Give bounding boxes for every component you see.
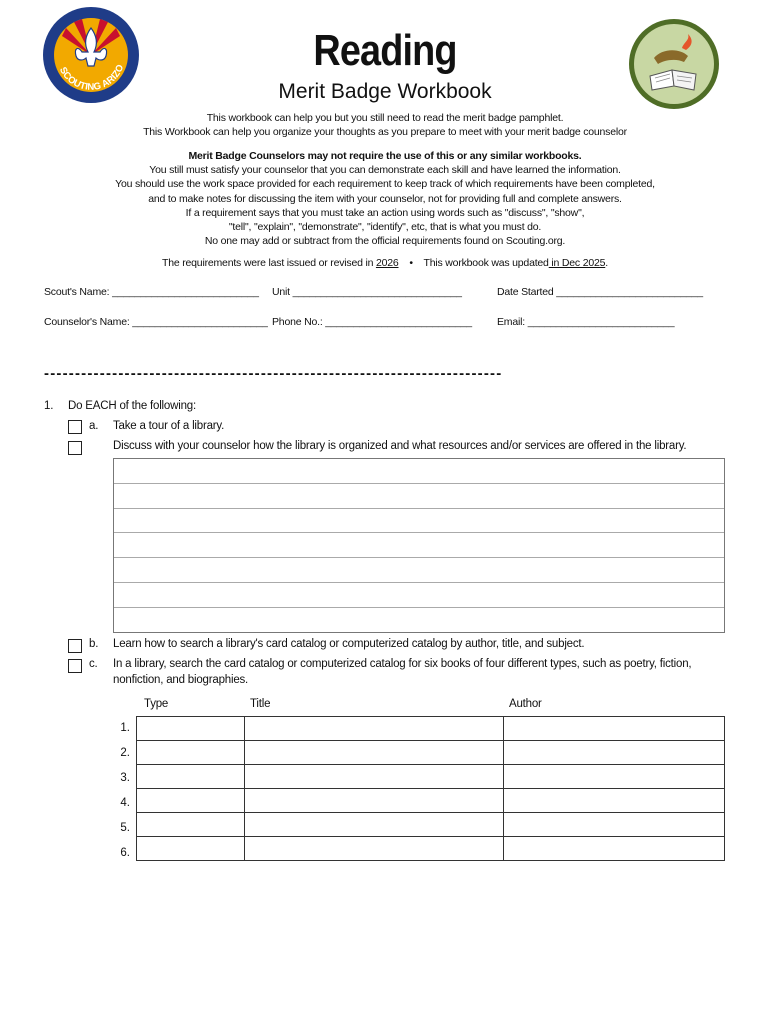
unit-label: Unit bbox=[272, 286, 290, 298]
table-row bbox=[137, 765, 725, 789]
checkbox-1a-discuss[interactable] bbox=[68, 441, 82, 455]
books-table bbox=[136, 716, 725, 861]
svg-text:SCOUTING ARIZONA: SCOUTING ARIZO bbox=[56, 63, 127, 93]
email-label: Email: bbox=[497, 316, 525, 328]
notes-line bbox=[114, 607, 724, 608]
column-header-title: Title bbox=[250, 698, 271, 710]
bullet: • bbox=[409, 257, 413, 269]
revision-info bbox=[0, 256, 770, 270]
issued-label: The requirements were last issued or revised in bbox=[162, 257, 374, 269]
row-number: 4. bbox=[120, 797, 130, 809]
author-cell[interactable] bbox=[504, 765, 725, 789]
row-number: 1. bbox=[120, 722, 130, 734]
phone-label: Phone No.: bbox=[272, 316, 323, 328]
notice-line: You still must satisfy your counselor that you can demonstrate each skill and have learned the information. bbox=[149, 164, 621, 177]
intro-line: This workbook can help you but you still need to read the merit badge pamphlet. bbox=[206, 112, 564, 124]
scout-name-field[interactable] bbox=[44, 286, 259, 298]
requirement-text: Take a tour of a library. bbox=[113, 420, 225, 432]
notice-line: You should use the work space provided for each requirement to keep track of which requirements have been completed, bbox=[115, 178, 655, 191]
checkbox-1a[interactable] bbox=[68, 420, 82, 434]
phone-blank[interactable]: __________________________ bbox=[325, 316, 472, 328]
requirement-text: Learn how to search a library's card catalog or computerized catalog by author, title, and subject. bbox=[113, 638, 585, 650]
intro-line: This Workbook can help you organize your thoughts as you prepare to meet with your merit badge counselor bbox=[143, 126, 627, 139]
requirement-letter: b. bbox=[89, 638, 99, 650]
updated-date: in Dec 2025 bbox=[548, 257, 606, 269]
title-cell[interactable] bbox=[245, 789, 504, 813]
title-cell[interactable] bbox=[245, 765, 504, 789]
page-subtitle: Merit Badge Workbook bbox=[278, 80, 492, 103]
requirement-text: Discuss with your counselor how the library is organized and what resources and/or services are offered in the library. bbox=[113, 440, 687, 452]
requirement-text: In a library, search the card catalog or computerized catalog for six books of four different types, such as poetry, fiction, bbox=[113, 658, 692, 670]
unit-field[interactable] bbox=[272, 286, 462, 298]
notes-line bbox=[114, 508, 724, 509]
scout-name-blank[interactable]: __________________________ bbox=[112, 286, 259, 298]
section-divider: -------------------------------------------------------------------------- bbox=[44, 365, 503, 382]
notes-line bbox=[114, 582, 724, 583]
date-started-label: Date Started bbox=[497, 286, 554, 298]
notice-line: and to make notes for discussing the item with your counselor, not for providing full and complete answers. bbox=[148, 192, 622, 205]
title-cell[interactable] bbox=[245, 717, 504, 741]
unit-blank[interactable]: ______________________________ bbox=[292, 286, 462, 298]
title-cell[interactable] bbox=[245, 741, 504, 765]
author-cell[interactable] bbox=[504, 789, 725, 813]
requirement-text: nonfiction, and biographies. bbox=[113, 674, 249, 686]
row-number: 3. bbox=[120, 772, 130, 784]
title-cell[interactable] bbox=[245, 813, 504, 837]
type-cell[interactable] bbox=[137, 789, 245, 813]
notes-box[interactable] bbox=[113, 458, 725, 633]
author-cell[interactable] bbox=[504, 741, 725, 765]
checkbox-1c[interactable] bbox=[68, 659, 82, 673]
type-cell[interactable] bbox=[137, 741, 245, 765]
requirement-letter: c. bbox=[89, 658, 98, 670]
row-number: 2. bbox=[120, 747, 130, 759]
column-header-author: Author bbox=[509, 698, 542, 710]
notes-line bbox=[114, 532, 724, 533]
type-cell[interactable] bbox=[137, 717, 245, 741]
title-cell[interactable] bbox=[245, 837, 504, 861]
notice-line: "tell", "explain", "demonstrate", "identify", etc, that is what you must do. bbox=[228, 221, 542, 234]
date-started-field[interactable] bbox=[497, 286, 703, 298]
notes-line bbox=[114, 483, 724, 484]
requirement-number: 1. bbox=[44, 400, 54, 412]
intro-text bbox=[0, 111, 770, 139]
email-blank[interactable]: __________________________ bbox=[527, 316, 675, 328]
notes-line bbox=[114, 557, 724, 558]
table-row bbox=[137, 813, 725, 837]
row-number: 5. bbox=[120, 822, 130, 834]
notice-text bbox=[0, 149, 770, 248]
notice-line: No one may add or subtract from the official requirements found on Scouting.org. bbox=[204, 235, 566, 248]
author-cell[interactable] bbox=[504, 717, 725, 741]
requirement-text: Do EACH of the following: bbox=[68, 400, 196, 412]
table-row bbox=[137, 741, 725, 765]
notice-heading: Merit Badge Counselors may not require the use of this or any similar workbooks. bbox=[188, 150, 582, 162]
checkbox-1b[interactable] bbox=[68, 639, 82, 653]
type-cell[interactable] bbox=[137, 837, 245, 861]
type-cell[interactable] bbox=[137, 765, 245, 789]
updated-suffix: . bbox=[605, 257, 608, 269]
counselor-name-field[interactable] bbox=[44, 316, 268, 328]
author-cell[interactable] bbox=[504, 837, 725, 861]
issued-year: 2026 bbox=[375, 257, 399, 269]
counselor-name-blank[interactable]: ________________________ bbox=[132, 316, 268, 328]
requirement-letter: a. bbox=[89, 420, 99, 432]
updated-label: This workbook was updated bbox=[423, 257, 549, 269]
page-title: Reading bbox=[313, 26, 457, 75]
scout-name-label: Scout's Name: bbox=[44, 286, 110, 298]
counselor-name-label: Counselor's Name: bbox=[44, 316, 130, 328]
type-cell[interactable] bbox=[137, 813, 245, 837]
author-cell[interactable] bbox=[504, 813, 725, 837]
phone-field[interactable] bbox=[272, 316, 472, 328]
column-header-type: Type bbox=[144, 698, 169, 710]
table-row bbox=[137, 789, 725, 813]
table-row bbox=[137, 837, 725, 861]
table-row bbox=[137, 717, 725, 741]
email-field[interactable] bbox=[497, 316, 674, 328]
date-started-blank[interactable]: __________________________ bbox=[556, 286, 703, 298]
row-number: 6. bbox=[120, 847, 130, 859]
notice-line: If a requirement says that you must take an action using words such as "discuss", "show", bbox=[185, 206, 585, 219]
